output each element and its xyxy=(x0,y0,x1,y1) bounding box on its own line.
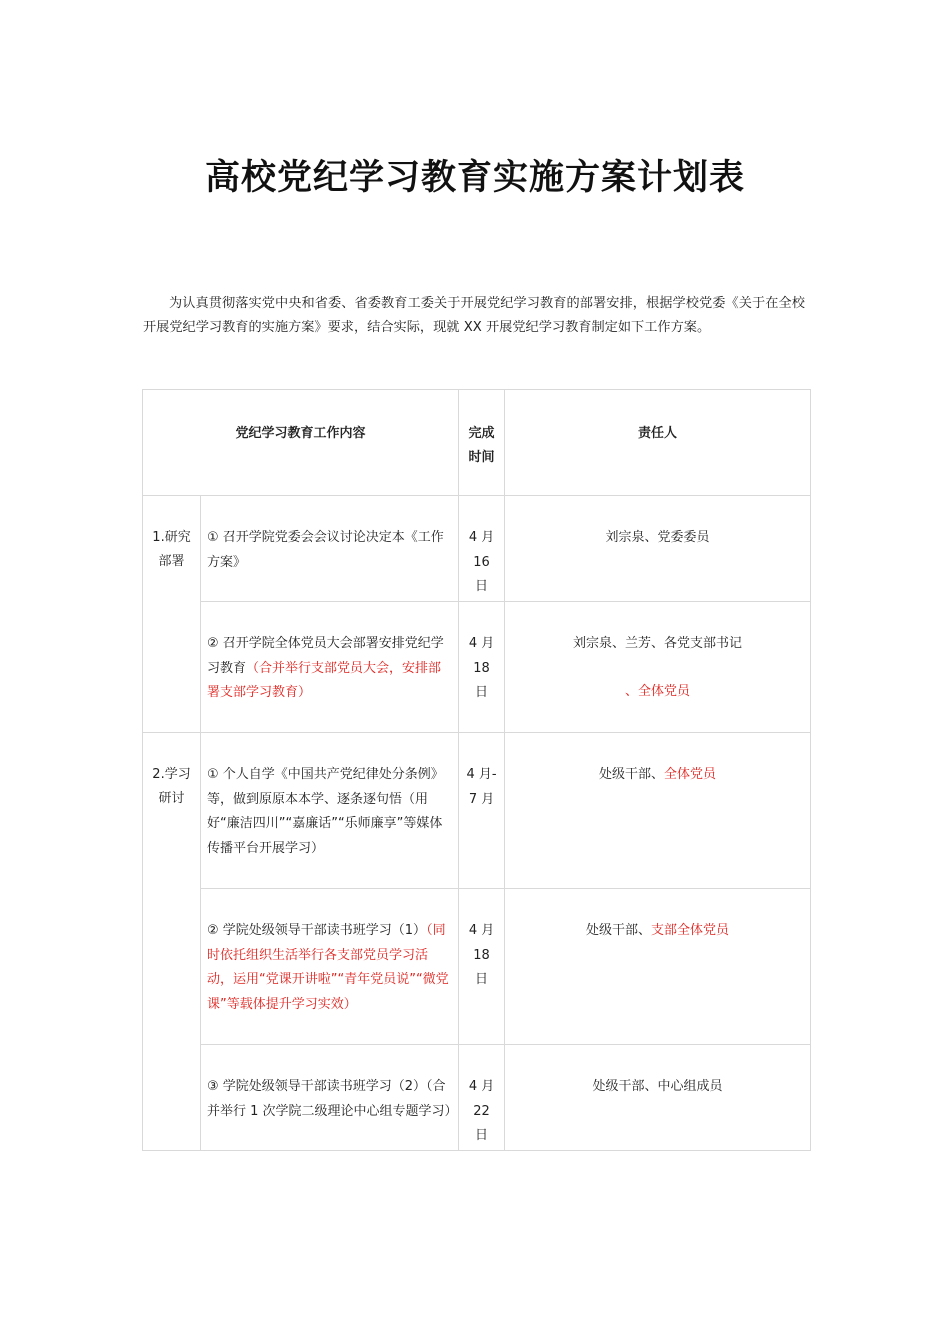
table-row xyxy=(143,496,811,602)
content-note-red: （同时依托组织生活举行各支部党员学习活动，运用“党课开讲啦”“青年党员说”“微党课”等载体提升学习实效） xyxy=(207,923,449,1012)
content-cell xyxy=(201,733,459,889)
document-title: 高校党纪学习教育实施方案计划表 xyxy=(204,158,745,198)
header-person xyxy=(505,390,811,496)
category-cell xyxy=(143,733,201,1151)
header-content xyxy=(143,390,459,496)
person-cell xyxy=(505,496,811,602)
content-cell xyxy=(201,889,459,1045)
header-content-label: 党纪学习教育工作内容 xyxy=(235,426,366,441)
content-text: ② 学院处级领导干部读书班学习（1） xyxy=(207,923,427,938)
table-row xyxy=(143,1045,811,1151)
person-text: 处级干部、中心组成员 xyxy=(592,1079,723,1094)
person-cell xyxy=(505,602,811,733)
person-cell xyxy=(505,733,811,889)
person-cell xyxy=(505,889,811,1045)
category-label-line1: 2.学习 xyxy=(152,767,191,782)
plan-table xyxy=(142,389,811,1151)
category-label-line1: 1.研究 xyxy=(152,530,191,545)
time-line2: 18 日 xyxy=(473,947,490,987)
content-cell xyxy=(201,496,459,602)
category-label-line2: 部署 xyxy=(158,554,185,569)
header-time-line1: 完成 xyxy=(468,426,495,441)
time-line1: 4 月 xyxy=(468,636,495,651)
content-text: ③ 学院处级领导干部读书班学习（2）（合并举行 1 次学院二级理论中心组专题学习） xyxy=(207,1079,458,1119)
person-cell xyxy=(505,1045,811,1151)
time-cell xyxy=(459,496,505,602)
header-person-label: 责任人 xyxy=(638,426,678,441)
time-cell xyxy=(459,1045,505,1151)
person-note-red: 全体党员 xyxy=(664,767,717,782)
person-text: 处级干部、 xyxy=(586,923,652,938)
content-cell xyxy=(201,602,459,733)
content-cell xyxy=(201,1045,459,1151)
person-text: 刘宗泉、兰芳、各党支部书记 xyxy=(573,636,743,651)
content-text: ② 召开学院全体党员大会部署安排党纪学习教育 xyxy=(207,636,444,676)
time-line2: 7 月 xyxy=(468,791,495,807)
time-line2: 16 日 xyxy=(473,554,490,594)
table-header-row xyxy=(143,390,811,496)
intro-paragraph: 为认真贯彻落实党中央和省委、省委教育工委关于开展党纪学习教育的部署安排，根据学校党委《关于在全校开展党纪学习教育的实施方案》要求，结合实际，现就 XX 开展党纪学习教育制定如下工作方案。 xyxy=(143,296,805,335)
person-note-red: 支部全体党员 xyxy=(651,923,730,938)
header-time xyxy=(459,390,505,496)
time-line1: 4 月- xyxy=(466,767,497,782)
header-time-line2: 时间 xyxy=(468,450,495,465)
person-note-red: 、全体党员 xyxy=(625,683,691,699)
person-text: 处级干部、 xyxy=(599,767,665,782)
time-line2: 22 日 xyxy=(473,1103,490,1143)
time-line1: 4 月 xyxy=(468,1079,495,1094)
table-row xyxy=(143,733,811,889)
time-cell xyxy=(459,889,505,1045)
category-cell xyxy=(143,496,201,733)
time-line1: 4 月 xyxy=(468,530,495,545)
table-row xyxy=(143,602,811,733)
time-line1: 4 月 xyxy=(468,923,495,938)
content-text: ① 召开学院党委会会议讨论决定本《工作方案》 xyxy=(207,530,444,570)
category-label-line2: 研讨 xyxy=(158,791,185,806)
person-text: 刘宗泉、党委委员 xyxy=(605,530,710,545)
time-line2: 18 日 xyxy=(473,660,490,700)
content-text: ① 个人自学《中国共产党纪律处分条例》等，做到原原本本学、逐条逐句悟（用好“廉洁四川”“嘉廉话”“乐师廉享”等媒体传播平台开展学习） xyxy=(207,767,444,856)
content-note-red: （合并举行支部党员大会，安排部署支部学习教育） xyxy=(207,660,442,700)
time-cell xyxy=(459,733,505,889)
table-row xyxy=(143,889,811,1045)
time-cell xyxy=(459,602,505,733)
